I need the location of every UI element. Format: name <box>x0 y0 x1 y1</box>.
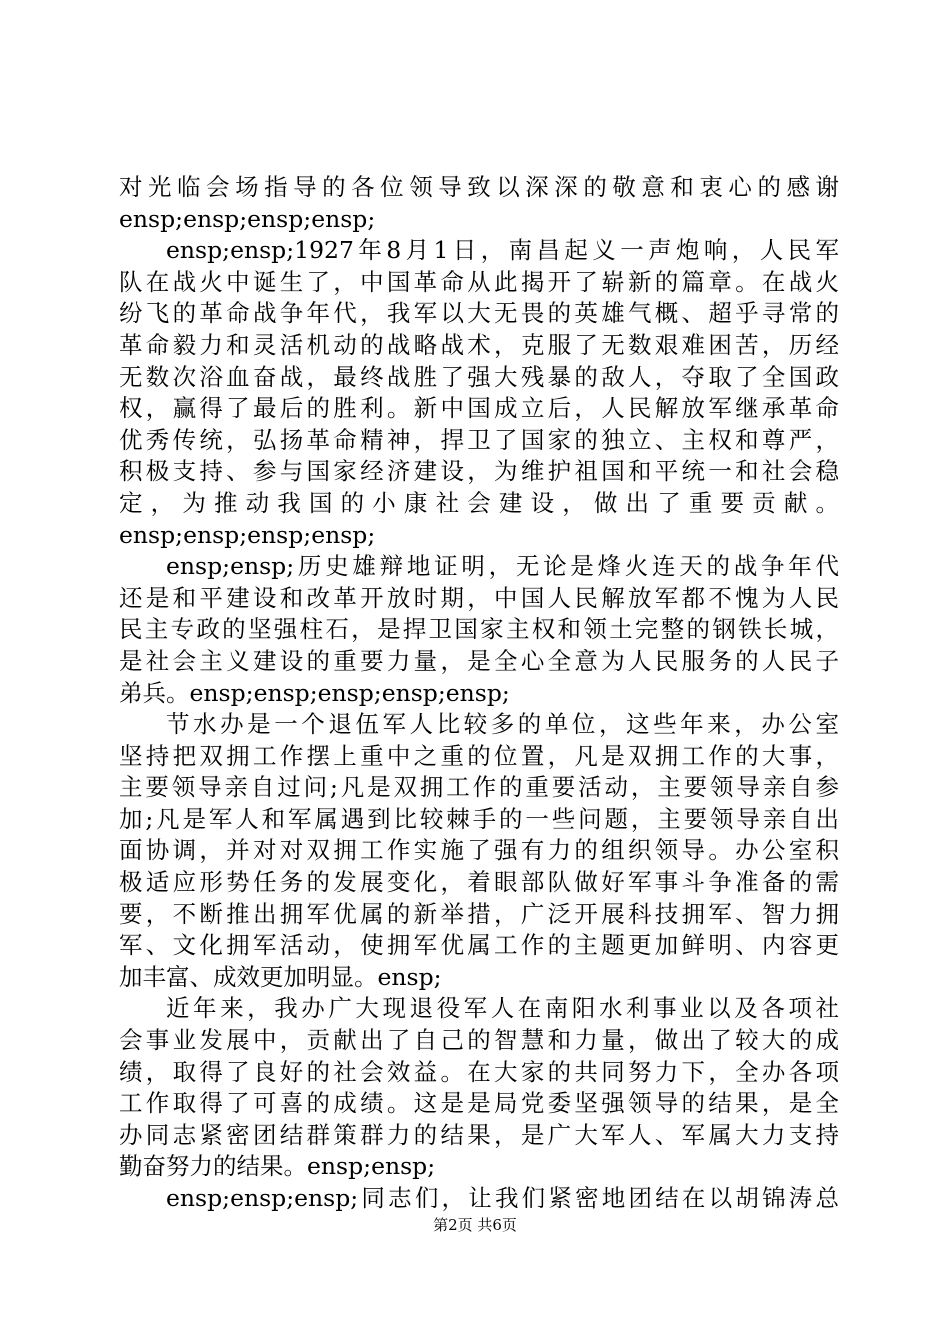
text-line: 勤奋努力的结果。ensp;ensp; <box>119 1152 436 1181</box>
page-number-footer: 第2页 共6页 <box>433 1216 517 1234</box>
text-line: 坚持把双拥工作摆上重中之重的位置，凡是双拥工作的大事， <box>119 741 839 770</box>
text-line: 无数次浴血奋战，最终战胜了强大残暴的敌人，夺取了全国政 <box>119 362 839 391</box>
text-line: 革命毅力和灵活机动的战略战术，克服了无数艰难困苦，历经 <box>119 330 839 359</box>
text-line: 会事业发展中，贡献出了自己的智慧和力量，做出了较大的成 <box>119 1026 839 1055</box>
text-line: ensp;ensp;1927年8月1日，南昌起义一声炮响，人民军 <box>166 236 839 265</box>
text-line: ensp;ensp;ensp;同志们，让我们紧密地团结在以胡锦涛总 <box>166 1184 839 1212</box>
text-line: 加;凡是军人和军属遇到比较棘手的一些问题，主要领导亲自出 <box>119 804 839 833</box>
text-line: ensp;ensp;历史雄辩地证明，无论是烽火连天的战争年代 <box>166 552 839 581</box>
text-line: 还是和平建设和改革开放时期，中国人民解放军都不愧为人民 <box>119 583 839 612</box>
text-line: 权，赢得了最后的胜利。新中国成立后，人民解放军继承革命 <box>119 394 839 423</box>
text-line: 节水办是一个退伍军人比较多的单位，这些年来，办公室 <box>166 710 839 739</box>
text-line: 军、文化拥军活动，使拥军优属工作的主题更加鲜明、内容更 <box>119 931 839 960</box>
text-line: ensp;ensp;ensp;ensp; <box>119 520 376 549</box>
text-line: 主要领导亲自过问;凡是双拥工作的重要活动，主要领导亲自参 <box>119 773 839 802</box>
text-line: 要，不断推出拥军优属的新举措，广泛开展科技拥军、智力拥 <box>119 899 839 928</box>
text-line: 对光临会场指导的各位领导致以深深的敬意和衷心的感谢 <box>119 173 839 201</box>
text-line: 纷飞的革命战争年代，我军以大无畏的英雄气概、超乎寻常的 <box>119 299 839 328</box>
text-line: ensp;ensp;ensp;ensp; <box>119 204 376 233</box>
text-line: 办同志紧密团结群策群力的结果，是广大军人、军属大力支持 <box>119 1120 839 1149</box>
text-line: 近年来，我办广大现退役军人在南阳水利事业以及各项社 <box>166 994 839 1023</box>
text-line: 队在战火中诞生了，中国革命从此揭开了崭新的篇章。在战火 <box>119 267 839 296</box>
text-line: 定，为推动我国的小康社会建设，做出了重要贡献。 <box>119 488 839 517</box>
text-line: 积极支持、参与国家经济建设，为维护祖国和平统一和社会稳 <box>119 457 839 486</box>
text-line: 绩，取得了良好的社会效益。在大家的共同努力下，全办各项 <box>119 1057 839 1086</box>
text-line: 优秀传统，弘扬革命精神，捍卫了国家的独立、主权和尊严， <box>119 425 839 454</box>
text-line: 极适应形势任务的发展变化，着眼部队做好军事斗争准备的需 <box>119 868 839 897</box>
text-line: 是社会主义建设的重要力量，是全心全意为人民服务的人民子 <box>119 646 839 675</box>
document-body <box>119 172 839 1215</box>
text-line: 工作取得了可喜的成绩。这是是局党委坚强领导的结果，是全 <box>119 1089 839 1118</box>
text-line: 民主专政的坚强柱石，是捍卫国家主权和领土完整的钢铁长城， <box>119 615 839 644</box>
text-line: 面协调，并对对双拥工作实施了强有力的组织领导。办公室积 <box>119 836 839 865</box>
text-line: 加丰富、成效更加明显。ensp; <box>119 962 442 991</box>
text-line: 弟兵。ensp;ensp;ensp;ensp;ensp; <box>119 678 510 707</box>
